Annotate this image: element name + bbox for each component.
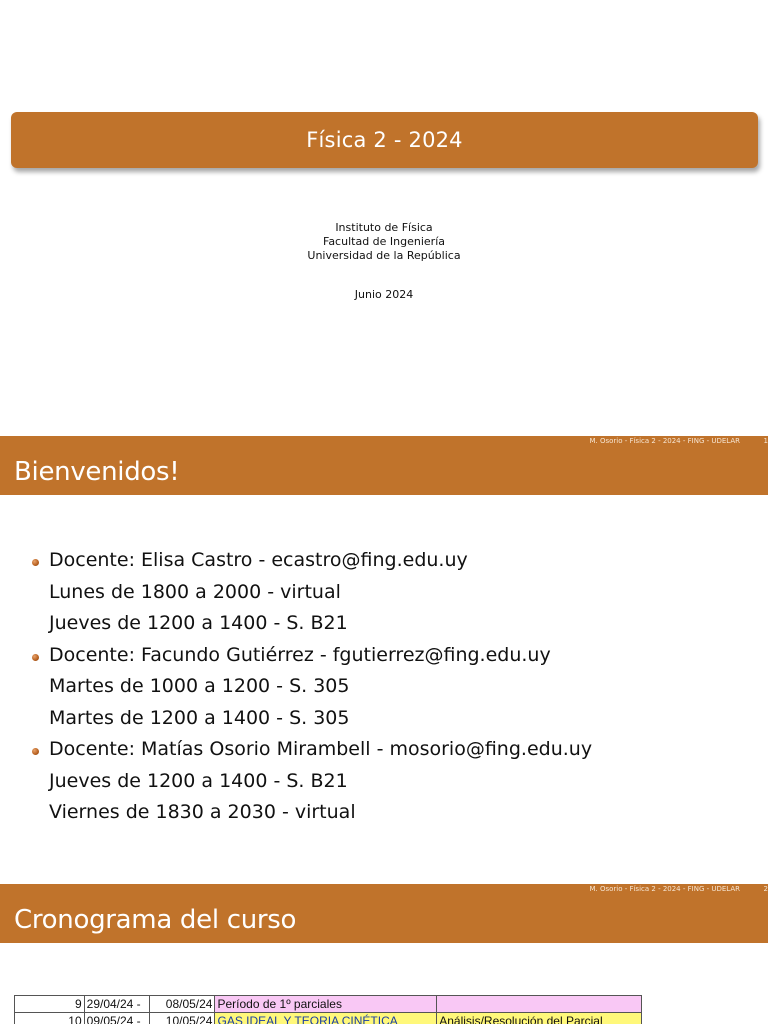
item-text: Jueves de 1200 a 1400 - S. B21 — [49, 612, 348, 634]
schedule-table — [14, 995, 642, 1024]
bullet-icon — [32, 559, 39, 566]
presentation-title: Física 2 - 2024 — [306, 128, 463, 152]
note-cell: Análisis/Resolución del Parcial — [437, 1013, 642, 1024]
affiliation-line: Facultad de Ingeniería — [323, 235, 445, 248]
teacher-item — [30, 545, 750, 577]
item-text: Docente: Matías Osorio Mirambell - mosorio@fing.edu.uy — [49, 738, 593, 760]
teacher-item — [30, 640, 750, 672]
schedule-line — [30, 797, 750, 829]
schedule-line — [30, 577, 750, 609]
slide-title: Cronograma del curso — [14, 905, 297, 935]
item-text: Docente: Facundo Gutiérrez - fgutierrez@fing.edu.uy — [49, 643, 551, 666]
note-cell — [437, 996, 642, 1013]
topic-cell: Período de 1º parciales — [215, 996, 437, 1013]
slide-footer-text: M. Osorio - Física 2 - 2024 - FING - UDELAR — [589, 437, 740, 445]
date-to: 08/05/24 — [149, 996, 215, 1013]
item-text: Jueves de 1200 a 1400 - S. B21 — [49, 769, 348, 792]
schedule-line — [30, 608, 750, 640]
table-row — [15, 1013, 642, 1024]
slide-footer-text: M. Osorio - Física 2 - 2024 - FING - UDELAR — [589, 885, 740, 893]
page-number: 1 — [763, 437, 768, 445]
date-from: 29/04/24 - — [84, 996, 149, 1013]
topic-cell[interactable] — [215, 1013, 437, 1024]
teacher-list — [30, 545, 750, 829]
date-from: 09/05/24 - — [84, 1013, 149, 1024]
presentation-date: Junio 2024 — [354, 288, 414, 301]
title-box — [11, 112, 758, 168]
item-text: Lunes de 1800 a 2000 - virtual — [49, 580, 341, 603]
week-number: 9 — [15, 996, 85, 1013]
bullet-icon — [32, 748, 39, 755]
item-text: Docente: Elisa Castro - ecastro@fing.edu.uy — [49, 549, 468, 571]
item-text: Martes de 1000 a 1200 - S. 305 — [49, 675, 350, 697]
affiliation — [0, 221, 768, 263]
date-to: 10/05/24 — [149, 1013, 215, 1024]
item-text: Martes de 1200 a 1400 - S. 305 — [49, 706, 350, 729]
teacher-item — [30, 734, 750, 766]
slide-title: Bienvenidos! — [14, 457, 180, 487]
schedule-line — [30, 671, 750, 703]
slide-header — [0, 884, 768, 943]
topic-link[interactable]: GAS IDEAL Y TEORIA CINÉTICA — [217, 1014, 398, 1024]
table-row — [15, 996, 642, 1013]
affiliation-line: Instituto de Física — [335, 221, 433, 234]
schedule-line — [30, 703, 750, 735]
schedule-line — [30, 766, 750, 798]
bullet-icon — [32, 654, 39, 661]
slide-header — [0, 436, 768, 495]
affiliation-line: Universidad de la República — [307, 249, 461, 262]
week-number: 10 — [15, 1013, 85, 1024]
page-number: 2 — [763, 885, 768, 893]
item-text: Viernes de 1830 a 2030 - virtual — [49, 801, 356, 823]
